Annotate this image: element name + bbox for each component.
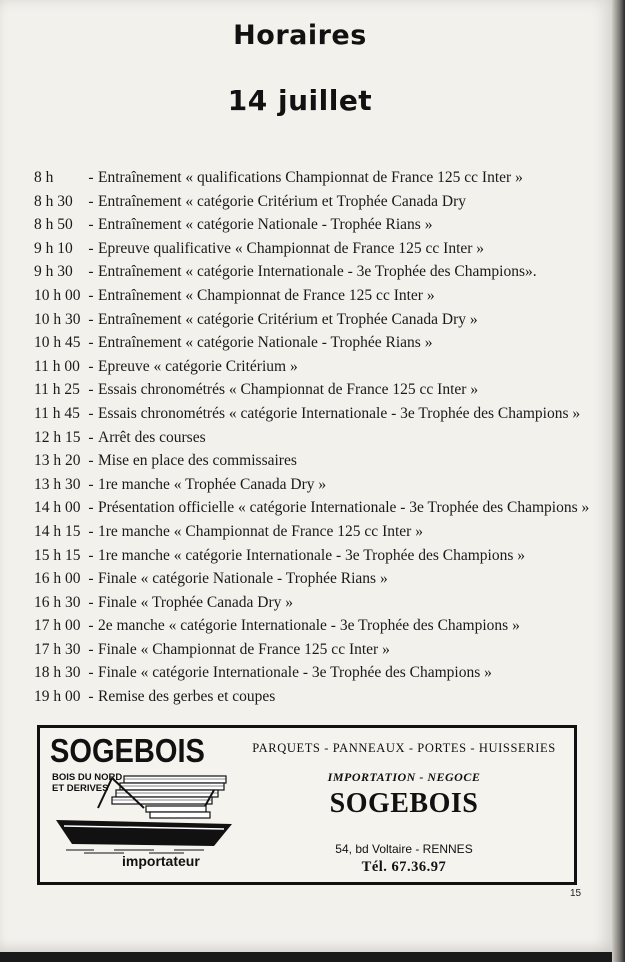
schedule-activity: Finale « Trophée Canada Dry » (98, 593, 294, 611)
ad-products: PARQUETS - PANNEAUX - PORTES - HUISSERIES (252, 741, 556, 755)
schedule-row (34, 190, 604, 214)
page-date: 14 juillet (227, 84, 373, 117)
schedule-time: 12 h 15 (34, 428, 81, 446)
schedule-time: 8 h (34, 169, 54, 186)
schedule-time: 10 h 45 (34, 334, 81, 352)
ad-brand: SOGEBOIS (329, 788, 479, 819)
schedule-time: 9 h 30 (34, 263, 73, 281)
schedule-separator: - (88, 546, 94, 564)
schedule-activity: Epreuve « catégorie Critérium » (98, 357, 298, 375)
schedule-activity: Entraînement « Championnat de France 125 cc Inter » (98, 286, 435, 304)
schedule-time: 11 h 00 (34, 357, 80, 375)
schedule-row (34, 591, 604, 615)
page-edge (612, 0, 625, 962)
schedule-separator: - (88, 169, 94, 186)
schedule-row (34, 544, 604, 568)
schedule-separator: - (88, 286, 94, 304)
schedule-activity: 1re manche « Trophée Canada Dry » (98, 475, 327, 493)
schedule-row (34, 166, 604, 190)
schedule-activity: 1re manche « catégorie Internationale - 3e Trophée des Champions » (98, 546, 525, 564)
schedule-time: 8 h 30 (34, 192, 73, 210)
schedule-activity: Remise des gerbes et coupes (98, 688, 276, 706)
ad-trade: IMPORTATION - NEGOCE (327, 770, 481, 784)
schedule-time: 9 h 10 (34, 239, 73, 257)
schedule-separator: - (88, 381, 94, 399)
schedule-separator: - (88, 617, 94, 635)
schedule-separator: - (88, 688, 94, 706)
schedule-separator: - (88, 664, 94, 682)
schedule-activity: Finale « Championnat de France 125 cc Inter » (98, 640, 390, 658)
schedule-separator: - (88, 570, 94, 588)
schedule-time: 16 h 30 (34, 593, 81, 611)
ad-phone: Tél. 67.36.97 (361, 859, 447, 875)
schedule-separator: - (88, 640, 94, 658)
schedule-time: 16 h 00 (34, 570, 81, 588)
schedule-time: 17 h 30 (34, 640, 81, 658)
page-title: Horaires (233, 20, 367, 51)
schedule-separator: - (88, 357, 94, 375)
schedule-activity: Entraînement « catégorie Nationale - Trophée Rians » (98, 216, 433, 234)
schedule-separator: - (88, 192, 94, 210)
schedule-separator: - (88, 499, 94, 517)
schedule-time: 15 h 15 (34, 546, 81, 564)
schedule-activity: Entraînement « catégorie Nationale - Trophée Rians » (98, 334, 433, 352)
schedule-row (34, 260, 604, 284)
barge-with-timber-icon (54, 768, 244, 854)
schedule-row (34, 237, 604, 261)
ad-address: 54, bd Voltaire - RENNES (335, 842, 473, 856)
schedule-time: 17 h 00 (34, 617, 81, 635)
schedule-time: 14 h 15 (34, 522, 81, 540)
schedule-time: 13 h 30 (34, 475, 81, 493)
schedule-activity: 1re manche « Championnat de France 125 cc Inter » (98, 522, 423, 540)
schedule-activity: Arrêt des courses (98, 428, 206, 446)
schedule-row (34, 473, 604, 497)
schedule-separator: - (88, 310, 94, 328)
schedule-separator: - (88, 216, 94, 234)
schedule-activity: Finale « catégorie Nationale - Trophée Rians » (98, 570, 388, 588)
schedule-separator: - (88, 593, 94, 611)
schedule-separator: - (88, 239, 94, 257)
schedule-activity: Epreuve qualificative « Championnat de France 125 cc Inter » (98, 239, 485, 257)
schedule-activity: Entraînement « catégorie Critérium et Trophée Canada Dry » (98, 310, 478, 328)
schedule-row (34, 284, 604, 308)
schedule-time: 11 h 45 (34, 404, 80, 422)
schedule-time: 8 h 50 (34, 216, 73, 234)
schedule-activity: Essais chronométrés « catégorie Internationale - 3e Trophée des Champions » (98, 404, 581, 422)
schedule-row (34, 213, 604, 237)
page-number: 15 (570, 888, 582, 899)
schedule-activity: Essais chronométrés « Championnat de France 125 cc Inter » (98, 381, 479, 399)
schedule-separator: - (88, 428, 94, 446)
schedule-row (34, 685, 604, 709)
schedule-row (34, 308, 604, 332)
schedule-activity: Entraînement « qualifications Championnat de France 125 cc Inter » (98, 169, 523, 186)
schedule-separator: - (88, 522, 94, 540)
schedule-time: 11 h 25 (34, 381, 80, 399)
schedule-time: 10 h 00 (34, 286, 81, 304)
schedule-activity: Mise en place des commissaires (98, 452, 297, 470)
schedule-row (34, 567, 604, 591)
schedule-activity: Entraînement « catégorie Internationale - 3e Trophée des Champions». (98, 263, 537, 281)
schedule-activity: 2e manche « catégorie Internationale - 3e Trophée des Champions » (98, 617, 520, 635)
schedule-row (34, 614, 604, 638)
ad-subtitle-line1: BOIS DU NORD (52, 772, 123, 783)
schedule-row (34, 378, 604, 402)
ad-subtitle-line2: ET DERIVES (52, 783, 109, 794)
schedule-row (34, 355, 604, 379)
schedule-time: 14 h 00 (34, 499, 81, 517)
schedule-row (34, 449, 604, 473)
schedule-activity: Finale « catégorie Internationale - 3e Trophée des Champions » (98, 664, 492, 682)
sogebois-advertisement (37, 725, 577, 885)
schedule-row (34, 638, 604, 662)
schedule-time: 10 h 30 (34, 310, 81, 328)
schedule-time: 19 h 00 (34, 688, 81, 706)
schedule-row (34, 331, 604, 355)
schedule-row (34, 661, 604, 685)
schedule-separator: - (88, 404, 94, 422)
schedule-separator: - (88, 263, 94, 281)
schedule-row (34, 520, 604, 544)
schedule-row (34, 496, 604, 520)
schedule-activity: Entraînement « catégorie Critérium et Trophée Canada Dry (98, 192, 467, 210)
schedule-separator: - (88, 334, 94, 352)
ad-importer-label: importateur (122, 853, 200, 869)
schedule-time: 13 h 20 (34, 452, 81, 470)
schedule-row (34, 402, 604, 426)
ad-logo: SOGEBOIS (50, 732, 205, 769)
schedule-list (34, 166, 604, 709)
schedule-separator: - (88, 452, 94, 470)
schedule-time: 18 h 30 (34, 664, 81, 682)
schedule-row (34, 426, 604, 450)
schedule-activity: Présentation officielle « catégorie Internationale - 3e Trophée des Champions » (98, 499, 590, 517)
schedule-separator: - (88, 475, 94, 493)
